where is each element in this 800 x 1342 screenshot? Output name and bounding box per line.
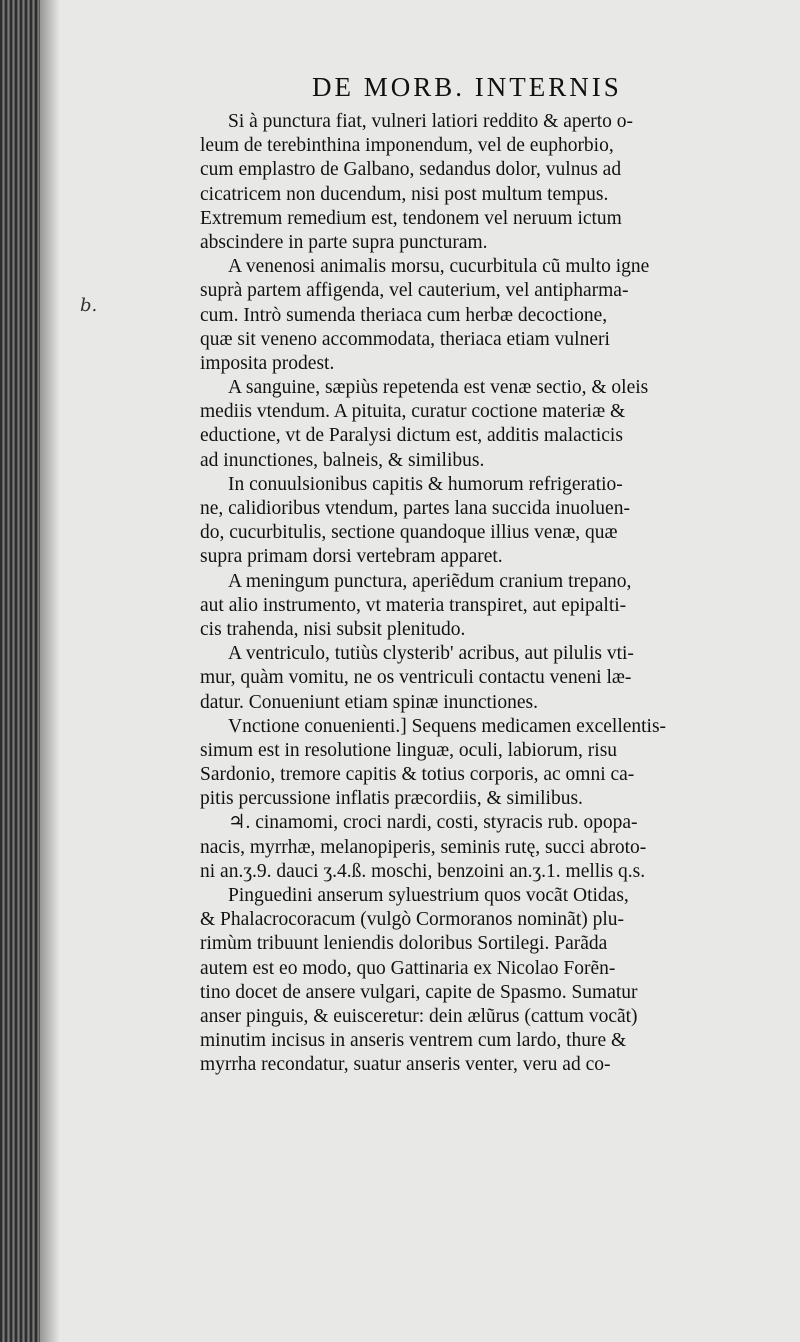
text-line: A sanguine, sæpiùs repetenda est venæ sectio, & oleis — [228, 377, 649, 399]
text-line: ♃. cinamomi, croci nardi, costi, styracis rub. opopa- — [228, 812, 638, 834]
text-line: autem est eo modo, quo Gattinaria ex Nicolao Forẽn- — [200, 957, 616, 979]
text-line: leum de terebinthina imponendum, vel de euphorbio, — [200, 135, 614, 157]
text-line: supra primam dorsi vertebram apparet. — [200, 546, 503, 568]
text-line: anser pinguis, & euisceretur: dein ælũrus (cattum vocãt) — [200, 1005, 638, 1027]
text-line: In conuulsionibus capitis & humorum refrigeratio- — [228, 473, 623, 495]
gutter-shadow — [40, 0, 60, 1342]
text-line: nacis, myrrhæ, melanopiperis, seminis rutę, succi abroto- — [200, 836, 647, 858]
text-line: do, cucurbitulis, sectione quandoque illius venæ, quæ — [200, 522, 618, 544]
body-text — [200, 110, 795, 1078]
text-line: quæ sit veneno accommodata, theriaca etiam vulneri — [200, 328, 610, 350]
text-line: mediis vtendum. A pituita, curatur coctione materiæ & — [200, 401, 626, 423]
text-line: A ventriculo, tutiùs clysterib' acribus, aut pilulis vti- — [228, 643, 634, 665]
text-line: minutim incisus in anseris ventrem cum lardo, thure & — [200, 1030, 627, 1052]
page-header: DE MORB. INTERNIS — [312, 72, 622, 102]
text-line: abscindere in parte supra puncturam. — [200, 231, 488, 253]
text-line: cicatricem non ducendum, nisi post multum tempus. — [200, 183, 609, 205]
text-line: pitis percussione inflatis præcordiis, & similibus. — [200, 788, 583, 810]
text-line: & Phalacrocoracum (vulgò Cormoranos nominãt) plu- — [200, 909, 625, 931]
text-line: imposita prodest. — [200, 352, 335, 374]
text-line: tino docet de ansere vulgari, capite de Spasmo. Sumatur — [200, 981, 638, 1003]
text-line: ni an.ʒ.9. dauci ʒ.4.ß. moschi, benzoini an.ʒ.1. mellis q.s. — [200, 860, 646, 882]
text-line: mur, quàm vomitu, ne os ventriculi contactu veneni læ- — [200, 667, 632, 689]
text-line: cum. Intrò sumenda theriaca cum herbæ decoctione, — [200, 304, 608, 326]
text-line: simum est in resolutione linguæ, oculi, labiorum, risu — [200, 739, 618, 761]
text-line: cis trahenda, nisi subsit plenitudo. — [200, 618, 466, 640]
text-line: Extremum remedium est, tendonem vel neruum ictum — [200, 207, 622, 229]
text-line: datur. Conueniunt etiam spinæ inunctiones. — [200, 691, 538, 713]
book-edge — [0, 0, 40, 1342]
text-line: suprà partem affigenda, vel cauterium, vel antipharma- — [200, 280, 629, 302]
text-line: eductione, vt de Paralysi dictum est, additis malacticis — [200, 425, 623, 447]
text-line: A venenosi animalis morsu, cucurbitula cũ multo igne — [228, 256, 650, 278]
text-line: Vnctione conuenienti.] Sequens medicamen excellentis- — [228, 715, 667, 737]
text-line: A meningum punctura, aperiẽdum cranium trepano, — [228, 570, 632, 592]
text-line: rimùm tribuunt leniendis doloribus Sortilegi. Parãda — [200, 933, 608, 955]
margin-note: b. — [80, 295, 98, 316]
text-line: Sardonio, tremore capitis & totius corporis, ac omni ca- — [200, 764, 635, 786]
text-line: Pinguedini anserum syluestrium quos vocãt Otidas, — [228, 885, 629, 906]
text-line: cum emplastro de Galbano, sedandus dolor, vulnus ad — [200, 159, 622, 181]
text-line: Si à punctura fiat, vulneri latiori reddito & aperto o- — [228, 111, 634, 132]
text-line: ad inunctiones, balneis, & similibus. — [200, 449, 485, 471]
text-line: myrrha recondatur, suatur anseris venter, veru ad co- — [200, 1054, 611, 1076]
text-line: aut alio instrumento, vt materia transpiret, aut epipalti- — [200, 594, 627, 616]
text-line: ne, calidioribus vtendum, partes lana succida inuoluen- — [200, 498, 630, 519]
